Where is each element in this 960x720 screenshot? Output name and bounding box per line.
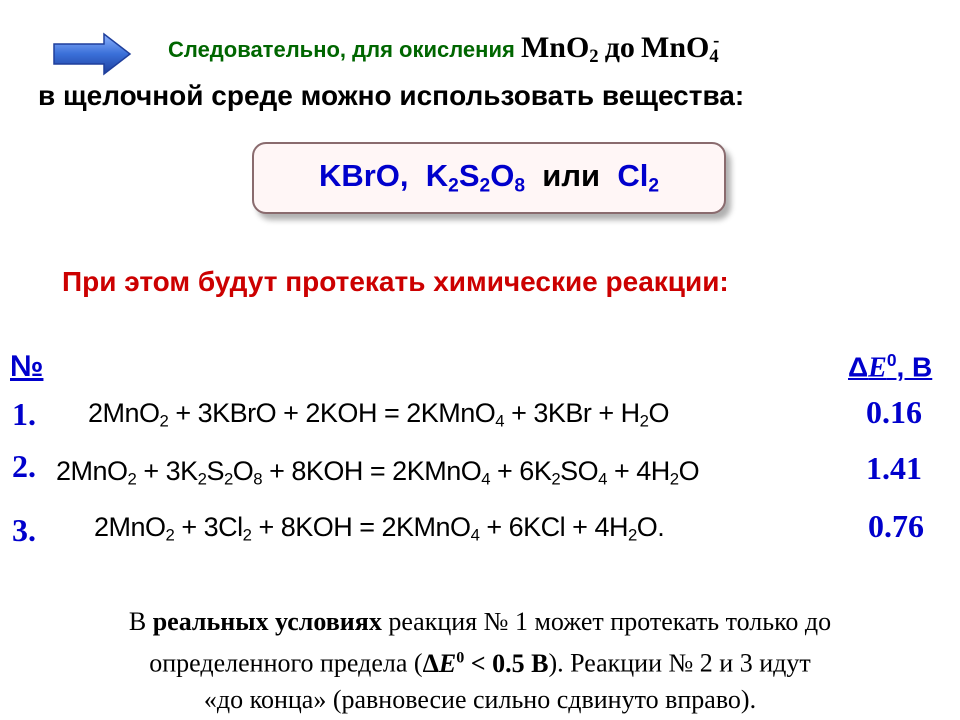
formula-k2s2o8: $K_2S_2O_8$ — [425, 158, 526, 197]
header-line-2: в щелочной среде можно использовать вещества: — [38, 80, 745, 111]
formula-cl2: $Cl_2$ — [617, 158, 660, 197]
equation-3: $2MnO_2 + 3Cl_2 + 8KOH$ = 2KMnO$_4$ + $6KCl + 4H_2O$. — [94, 512, 665, 545]
reaction-number-1: 1. — [12, 396, 36, 432]
reaction-number-2: 2. — [12, 448, 36, 484]
reaction-number-3: 3. — [12, 512, 36, 548]
conclusion-paragraph: В реальных условиях реакция № 1 может протекать только до определенного предела ($\Delta E^0 < 0.5$ В). Реакции № 2 и 3 идут «до конца» (равновесие сильно сдвинуто вправо). — [128, 607, 832, 714]
equation-2: $2MnO_2 + 3K_2S_2O_8 + 8KOH$ = 2KMnO$_4$ + $6K_2SO_4 + 4H_2O$ — [56, 456, 700, 489]
reactions-title: При этом будут протекать химические реакции: — [62, 266, 729, 297]
right-arrow-icon — [52, 32, 132, 76]
reagents-list: KBrO, $K_2S_2O_8$ или $Cl_2$ — [318, 158, 660, 197]
equation-1: 2MnO$_2$ + 3KBrO + 2KOH = 2KMnO$_4$ + $3KBr + H_2O$ — [88, 398, 669, 431]
header-line-1 — [168, 30, 719, 68]
word-to: до — [604, 31, 635, 65]
formula-mno4: MnO$_4$- — [641, 30, 720, 68]
column-delta-e-header: $\Delta E^0$, В — [848, 350, 933, 384]
delta-e-value-2: 1.41 — [866, 450, 922, 486]
column-number-header: № — [10, 350, 44, 383]
formula-mno2: MnO$_2$ — [520, 31, 599, 68]
header-text: Следовательно, для окисления — [168, 37, 515, 63]
delta-e-value-3: 0.76 — [868, 508, 924, 544]
delta-e-value-1: 0.16 — [866, 394, 922, 430]
reagents-box — [252, 142, 726, 214]
